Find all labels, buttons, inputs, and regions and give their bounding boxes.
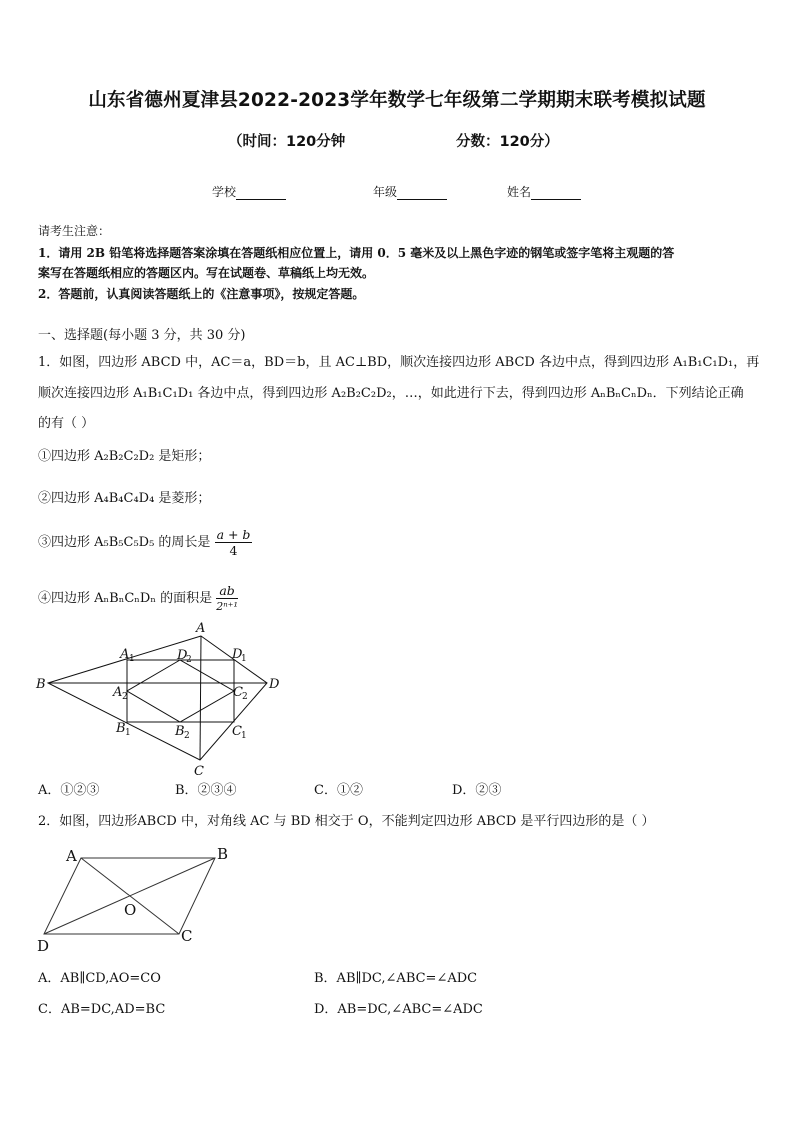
label-A2-sub: 2 [122,692,128,702]
notice-heading: 请考生注意： [38,224,111,238]
notice-line-1b: 案写在答题纸相应的答题区内。写在试题卷、草稿纸上均无效。 [38,266,375,280]
quad-A2B2C2D2 [127,660,234,722]
label-C: C [181,927,193,945]
q2-option-d[interactable]: D．AB=DC,∠ABC=∠ADC [314,1002,483,1017]
q2-option-b[interactable]: B．AB∥DC,∠ABC=∠ADC [314,971,478,986]
q1-option-b[interactable]: B．②③④ [175,783,237,798]
label-B2: B [175,724,185,739]
school-field[interactable] [212,183,286,200]
grade-blank[interactable] [397,186,447,200]
q1-statement-4-text: ④四边形 AₙBₙCₙDₙ 的面积是 [38,591,213,606]
q2-parallelogram-figure [30,842,240,957]
label-D1-sub: 1 [241,654,247,664]
label-A: A [196,621,206,636]
q2-option-a[interactable]: A．AB∥CD,AO=CO [38,971,161,986]
name-label: 姓名 [507,185,532,199]
exam-title: 山东省德州夏津县2022-2023学年数学七年级第二学期期末联考模拟试题 [88,90,706,111]
label-B1-sub: 1 [125,728,131,738]
label-C2: C [233,685,243,700]
label-A2: A [113,685,123,700]
label-O: O [124,901,137,919]
q1-statement-1: ①四边形 A₂B₂C₂D₂ 是矩形； [38,449,211,464]
fraction-denominator: 4 [229,543,238,558]
fraction-denominator: 2ⁿ⁺¹ [216,600,238,613]
label-B1: B [116,721,126,736]
label-D1: D [232,647,243,662]
label-C2-sub: 2 [242,692,248,702]
label-C: C [194,764,204,779]
section-heading: 一、选择题(每小题 3 分，共 30 分) [38,328,246,343]
label-D: D [37,937,50,955]
school-label: 学校 [212,185,237,199]
label-A1: A [120,647,130,662]
label-C1: C [232,724,242,739]
label-A: A [66,847,77,865]
exam-score: 分数：120分） [456,134,559,150]
exam-time: （时间：120分钟 [228,134,346,150]
q1-fraction-perimeter [215,527,253,558]
q1-statement-3-text: ③四边形 A₅B₅C₅D₅ 的周长是 [38,535,211,550]
q1-stem-line-3: 的有（ ） [38,416,95,431]
grade-field[interactable] [373,183,447,200]
q1-fraction-area [216,583,238,614]
label-B: B [217,845,229,863]
notice-line-2: 2．答题前，认真阅读答题纸上的《注意事项》，按规定答题。 [38,287,365,301]
q1-statement-2: ②四边形 A₄B₄C₄D₄ 是菱形； [38,491,211,506]
diagonal-AC [200,636,201,760]
notice-line-1: 1．请用 2B 铅笔将选择题答案涂填在答题纸相应位置上，请用 0．5 毫米及以上黑色字迹的钢笔或签字笔将主观题的答 [38,246,675,260]
fraction-numerator: a + b [216,527,251,542]
school-blank[interactable] [236,186,286,200]
name-field[interactable] [507,183,581,200]
q1-statement-4 [38,582,238,616]
q1-quadrilateral-figure [30,620,300,780]
name-blank[interactable] [531,186,581,200]
quad-A1B1C1D1 [127,660,234,722]
q2-stem: 2．如图，四边形ABCD 中，对角线 AC 与 BD 相交于 O，不能判定四边形 ABCD 是平行四边形的是（ ） [38,814,655,829]
label-B2-sub: 2 [184,731,190,741]
q2-option-c[interactable]: C．AB=DC,AD=BC [38,1002,166,1017]
label-D2: D [177,648,188,663]
fraction-numerator: ab [216,583,238,599]
label-C1-sub: 1 [241,731,247,741]
q1-stem-line-1: 1．如图，四边形 ABCD 中，AC＝a，BD＝b，且 AC⊥BD，顺次连接四边形 ABCD 各边中点，得到四边形 A₁B₁C₁D₁，再 [38,355,760,370]
q1-option-a[interactable]: A．①②③ [38,783,100,798]
q1-option-c[interactable]: C．①② [314,783,363,798]
q1-stem-line-2: 顺次连接四边形 A₁B₁C₁D₁ 各边中点，得到四边形 A₂B₂C₂D₂，…，如此进行下去，得到四边形 AₙBₙCₙDₙ．下列结论正确 [38,386,744,401]
q1-option-d[interactable]: D．②③ [452,783,502,798]
label-B: B [36,677,46,692]
label-D2-sub: 2 [186,655,192,665]
label-D: D [269,677,280,692]
grade-label: 年级 [373,185,398,199]
label-A1-sub: 1 [129,654,135,664]
diagonal-BD [44,858,215,934]
q1-statement-3 [38,526,252,560]
